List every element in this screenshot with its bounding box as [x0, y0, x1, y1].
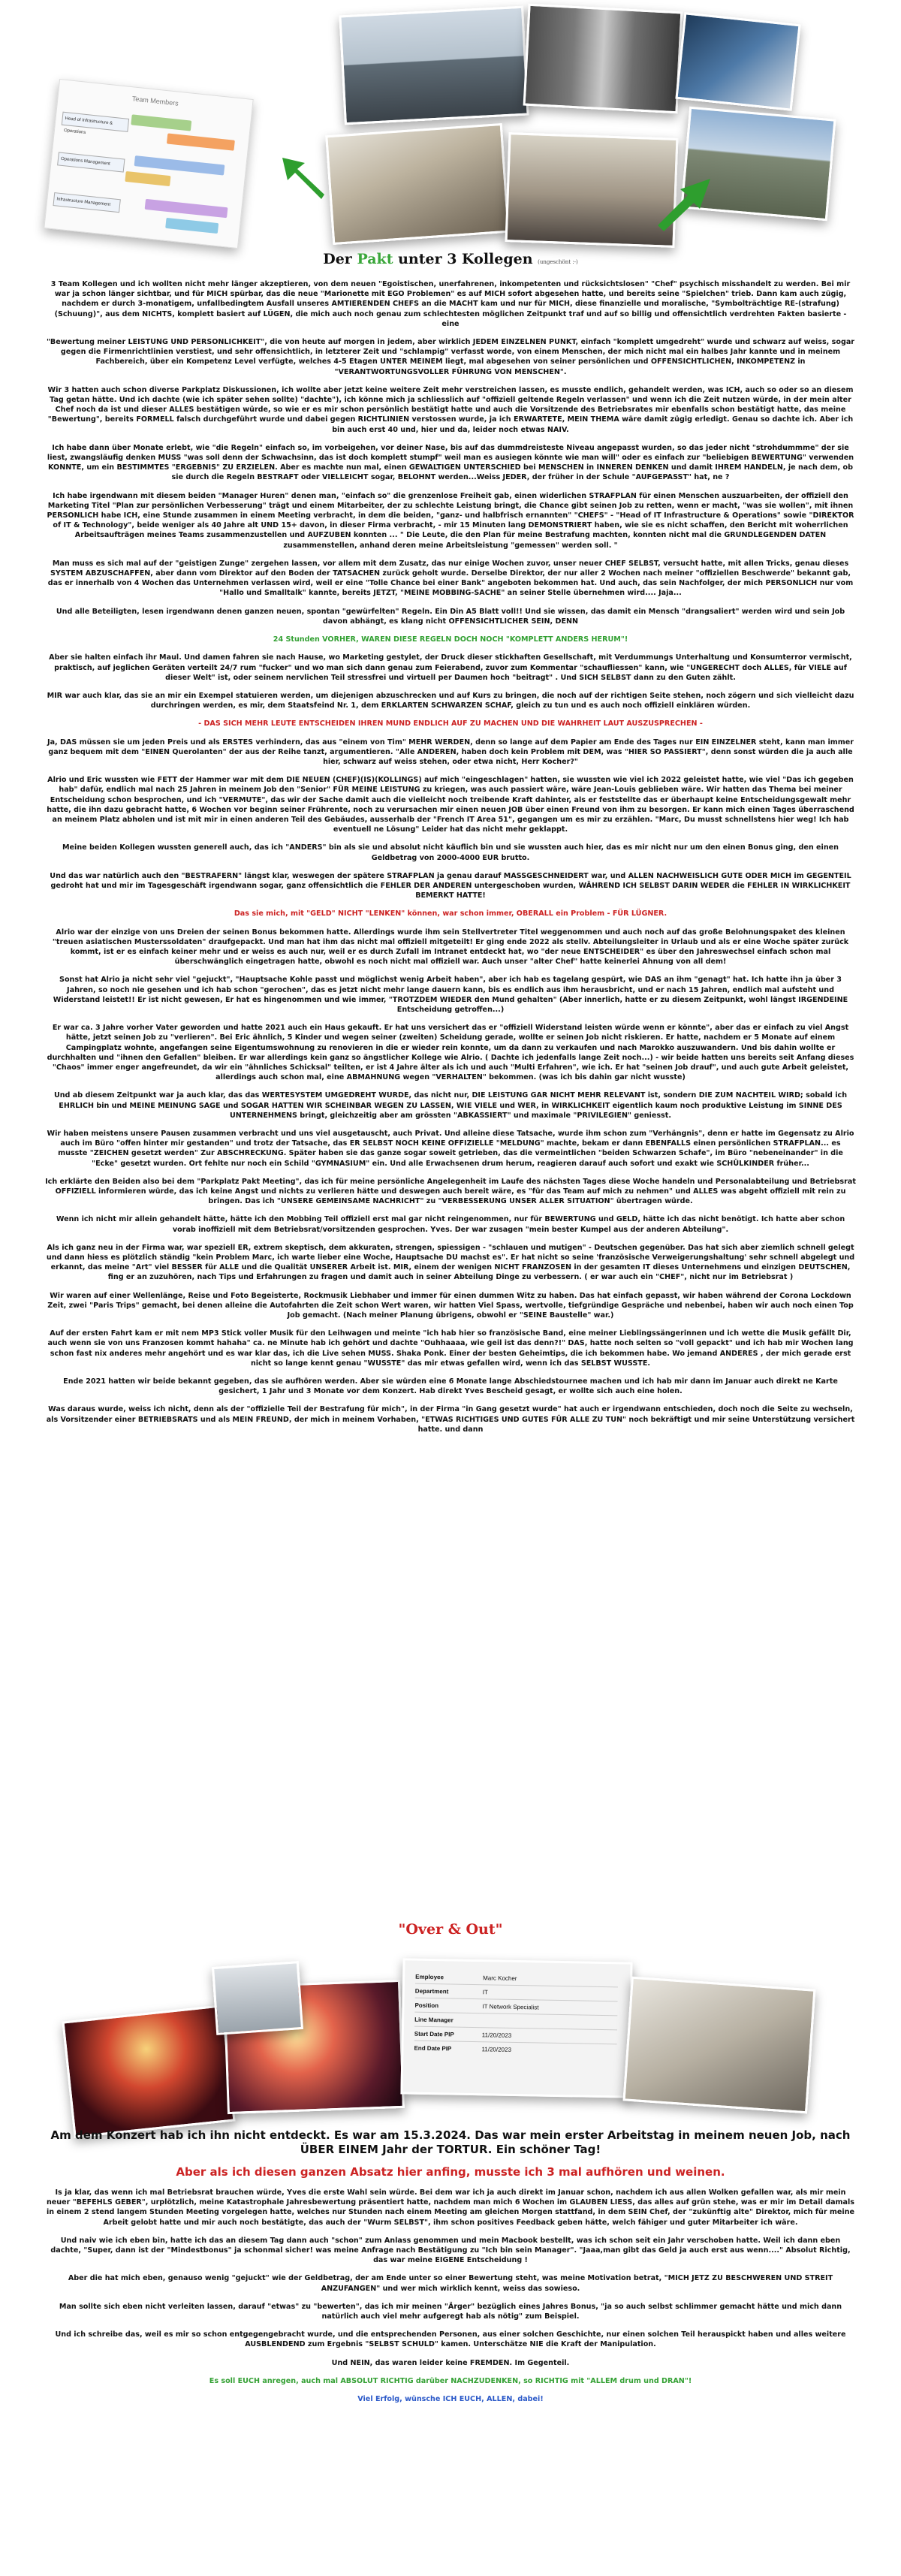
- gantt-bar: [167, 133, 235, 150]
- paragraph: Er war ca. 3 Jahre vorher Vater geworden und hatte 2021 auch ein Haus gekauft. Er hat uns versichert das er "offiziell Widerstand leisten würde wenn er könnte", aber das er einfach zu viel Angst hätte, jetzt seinen Job zu "verlieren". Bei Eric ähnlich, 5 Kinder und wegen seiner (zweiten) Scheidung gerade, wollte er seinen Job nicht riskieren. Er hatte, nachdem er 5 Monate auf einem Campingplatz wohnte, angefangen seine Eigentumswohnung zu renovieren in die er wieder rein konnte, um da dann zu verkaufen und nach Marokko auszuwandern. Und bis dahin wollte er durchhalten und "ihnen den Gefallen" bleiben. Er war allerdings kein ganz so ängstlicher Kollege wie Alrio. ( Dachte ich jedenfalls lange Zeit noch...) - wir beide hatten uns bereits seit Anfang dieses "Chaos" immer enger angefreundet, da wir ein "ähnliches Schicksal" teilten, er ist 4 Jahre älter als ich und auch "Multi Erfahren", wie ich. Er hat "seinen Job drauf", und auch gute Arbeit geleistet, allerdings auch schon mal, eine ABMAHNUNG wegen "VERHALTEN" bekommen. (was ich bis dahin gar nicht wusste): [47, 1024, 854, 1082]
- paragraph: Aber sie halten einfach ihr Maul. Und damen fahren sie nach Hause, wo Marketing gestylet, der Druck dieser stickhaften Gesellschaft, mit Verdummungs Unterhaltung und Konsumterror vermischt, praktisch, auf jeglichen Geräten verteilt 24/7 rum "fucker" und wo man sich dann genau zum Feierabend, zuvor zum Kommentar "schaufliessen" kann, wie "UNGERECHT doch ALLES, für VIELE auf dieser Welt" ist, oder seinem nervlichen Teil stressfrei und virtuell per Daumen hoch "beitragt" . Und SICH SELBST dann zu den Guten zählt.: [49, 653, 852, 682]
- office-corner-photo: [623, 1977, 816, 2114]
- paragraph: Als ich ganz neu in der Firma war, war speziell ER, extrem skeptisch, dem akkuraten, strengen, spiessigen - "schlauen und mutigen" - Deutschen gegenüber. Das hat sich aber ziemlich schnell gelegt und dann hiess es plötzlich ständig "kein Problem Marc, ich warte lieber eine Woche, Hauptsache DU machst es". Er hat nicht so seine 'französische Verweigerungshaltung' sehr schnell abgelegt und erkannt, das meine "Art" viel BESSER für ALLE und die Qualität UNSERER Arbeit ist. MIR, einem der wenigen NICHT FRANZOSEN in der gesamten IT dieses Unternehmens und einzigen DEUTSCHEN, fing er an zuzuhören, nach Tips und Erfahrungen zu fragen und damit auch in seiner Abteilung Dinge zu verbessern. ( er war auch ein "CHEF", nicht nur im Betriebsrat ): [46, 1243, 855, 1282]
- paragraph: Und ich schreibe das, weil es mir so schon entgegengebracht wurde, und die entsprechenden Personen, aus einer solchen Geschichte, nur einen solchen Teil herauspickt haben und alles weitere AUSBLENDEND zum Ergebnis "SELBST SCHULD" kamen. Unterschätze NIE die Kraft der Manipulation.: [55, 2330, 846, 2349]
- paragraph: Ich habe irgendwann mit diesem beiden "Manager Huren" denen man, "einfach so" die grenzenlose Freiheit gab, einen widerlichen STRAFPLAN für einen Menschen auszuarbeiten, der offiziell den Marketing Titel "Plan zur persönlichen Verbesserung" trägt und einem Mitarbeiter, der zu schlechte Leistung bringt, die Chance gibt seinen Job zu retten, wenn er macht, "was sie wollen", mit ihnen PERSONLICH habe ICH, eine Stunde zusammen in einem Meeting verbracht, in dem die beiden, "ganz- und halbfrisch ernannten" "CHEFS" - "Head of IT Infrastructure & Operations" sowie "DIREKTOR of IT & Technology", beide weniger als 40 Jahre alt UND 15+ davon, in dieser Firma verbracht, - mir 15 Minuten lang DEMONSTRIERT haben, wie sie es nicht schaffen, den Bericht mit woherrlichen Arbeitsaufträgen meines Teams zusammenzustellen und AUFZUBEN konnten ... " Die Leute, die den Plan für meine Bestrafung machten, konnten nicht mal die GRUNDLEGENDEN DATEN zusammenstellen, anhand deren meine Arbeitsleistung "gemessen" werden soll. ": [47, 491, 854, 550]
- form-value: 11/20/2023: [481, 2031, 512, 2039]
- paragraph: Aber die hat mich eben, genauso wenig "gejuckt" wie der Geldbetrag, der am Ende unter so einer Bewertung steht, was meine Motivation betrat, "MICH JETZ ZU BESCHWEREN UND STREIT ANZUFANGEN" und wer mich wirklich kennt, weiss das sowieso.: [68, 2274, 833, 2293]
- green-arrow-icon: [650, 173, 718, 233]
- closing-line: Viel Erfolg, wünsche ICH EUCH, ALLEN, dabei!: [357, 2395, 544, 2404]
- laptop-photo: [212, 1961, 303, 2035]
- paragraph: Man sollte sich eben nicht verleiten lassen, darauf "etwas" zu "bewerten", das ich mir meinen "Ärger" bezüglich eines Jahres Bonus, "ja so auch selbst schlimmer gemacht hätte und mich dann natürlich auch viel mehr aufgeregt hab als nötig" zum Beispiel.: [59, 2302, 842, 2321]
- paragraph: Sonst hat Alrio ja nicht sehr viel "gejuckt", "Hauptsache Kohle passt und möglichst wenig Arbeit haben", aber ich hab es tagelang gespürt, wie DAS an ihm "genagt" hat. Ich hatte ihn ja über 3 Jahren, so noch nie gesehen und ich hab schon "gerochen", das es jetzt nicht mehr lange dauern kann, bis es endlich aus ihm herausbricht, und er nach 15 Jahren, endlich mal aufsteht und Widerstand leistet!! Er ist nicht gewesen, Er hat es hingenommen und wie immer, "TROTZDEM WIEDER den Mund gehalten" (Aber innerlich, hatte er zu diesem Zeitpunkt, wohl längst IRGENDEINE Entscheidung getroffen...): [53, 976, 848, 1014]
- highlight-line: - DAS SICH MEHR LEUTE ENTSCHEIDEN IHREN MUND ENDLICH AUF ZU MACHEN UND DIE WAHRHEIT LAUT AUSZUSPRECHEN -: [198, 719, 703, 728]
- title-highlight: Pakt: [357, 251, 393, 267]
- paragraph: Wir haben meistens unsere Pausen zusammen verbracht und uns viel ausgetauscht, auch Privat. Und alleine diese Tatsache, wurde ihm schon zum "Verhängnis", denn er hatte im Gegensatz zu Alrio auch im Büro "offen hinter mir gestanden" und trotz der Tatsache, das ER SELBST NOCH KEINE OFFIZIELLE "MELDUNG" machte, bekam er dann EBENFALLS einen persönlichen STRAFPLAN... es musste "ZEICHEN gesetzt werden" Zur ABSCHRECKUNG. Später haben sie das ganze sogar soweit getrieben, das die vermeintlichen "beiden Schwarzen Schafe", im Büro "nebeneinander" in die "Ecke" gesetzt wurden. Ort fehlte nur noch ein Schild "GYMNASIUM" ein. Und alle Erwachsenen drum herum, reagieren darauf auch sofort und exakt wie SCHÜLKINDER früher...: [47, 1130, 854, 1168]
- paragraph: Und alle Beteiligten, lesen irgendwann denen ganzen neuen, spontan "gewürfelten" Regeln. Ein Din A5 Blatt voll!! Und sie wissen, das damit ein Mensch "drangsaliert" werden wird und sein Job davon abhängt, es klang nicht OFFENSICHTLICHER SEIN, DENN: [56, 607, 845, 626]
- form-label: Line Manager: [414, 2016, 454, 2024]
- gantt-bar: [165, 218, 218, 234]
- form-label: Position: [414, 2001, 439, 2009]
- story-body: [45, 279, 856, 1443]
- paragraph: Und ab diesem Zeitpunkt war ja auch klar, das das WERTESYSTEM UMGEDREHT WURDE, das nicht nur, DIE LEISTUNG GAR NICHT MEHR RELEVANT ist, sondern DIE ZUM NACHTEIL WIRD; sobald ich EHRLICH bin und MEINE MEINUNG SAGE und SOGAR HATTEN WIR SCHEINBAR WEGEN ZU LASSEN, WIE VIELE und WER, in WIRKLICHKEIT eigentlich kaum noch produktive Leistung im SINNE DES UNTERNEHMENS bringt, gleichzeitig aber am grössten "ABKASSIERT" und maximale "PRIVILEGIEN" geniesst.: [53, 1091, 848, 1120]
- org-chart-title: Team Members: [131, 95, 179, 107]
- org-row: Operations Management: [57, 152, 125, 172]
- green-arrow-icon: [276, 154, 329, 207]
- section-title: "Over & Out": [398, 1921, 503, 1938]
- org-row: Head of Infrastructure & Operations: [62, 112, 129, 132]
- paragraph: Alrio war der einzige von uns Dreien der seinen Bonus bekommen hatte. Allerdings wurde ihm sein Stellvertreter Titel weggenommen und auch noch auf das große Belohnungspaket des kleinen "treuen asiatischen Musterssoldaten" draufgepackt. Und man hat ihm das nicht mal offiziell mitgeteilt! Er ging ende 2022 als stellv. Abteilungsleiter in Urlaub und als er eine Woche später zurück kommt, ist er es einfach keiner mehr und er weiss es auch nur, weil er es durch Zufall im Intranet entdeckt hat, wo "der neue ENTSCHEIDER" es über den Jahreswechsel einfach schon mal überschwänglich eingetragen hatte, obwohl es noch nicht mal offiziell war. Auch unser "alter Chef" hatte keinerlei Ahnung von all dem!: [52, 928, 849, 967]
- form-value: IT: [482, 1988, 489, 1995]
- paragraph: Wenn ich nicht mir allein gehandelt hätte, hätte ich den Mobbing Teil offiziell erst mal gar nicht reingenommen, nur für BEWERTUNG und GELD, hätte ich das nicht benötigt. Ich hatte aber schon vorab inoffiziell mit dem Betriebsrat/vorsitzenden gesprochen. Yves. Der war zusagen "mein bester Kumpel aus der anderen Abteilung".: [56, 1215, 845, 1234]
- form-value: Marc Kocher: [483, 1974, 517, 1982]
- title-prefix: Der: [323, 251, 352, 267]
- form-value: IT Network Specialist: [482, 2002, 539, 2011]
- form-label: Department: [414, 1987, 449, 1995]
- page-title: [0, 251, 901, 267]
- paragraph: Wir waren auf einer Wellenlänge, Reise und Foto Begeisterte, Rockmusik Liebhaber und immer für einen dummen Witz zu haben. Das hat einfach gepasst, wir haben während der Corona Lockdown Zeit, zwei "Paris Trips" gemacht, bei denen alleine die Autofahrten die Zeit schon Wert waren, wir hatten Viel Spass, wertvolle, tiefgründige Gespräche und nebenbei, haben wir auch noch einen Top Job gemacht. (Nach meiner Planung übrigens, obwohl er "SEINE Baustelle" war.): [47, 1291, 854, 1320]
- form-value: 11/20/2023: [481, 2045, 512, 2053]
- concert-photo: [62, 2004, 235, 2138]
- paragraph: Auf der ersten Fahrt kam er mit nem MP3 Stick voller Musik für den Leihwagen und meinte "ich hab hier so französische Band, eine meiner Lieblingssängerinnen und ich wette die Musik gefällt Dir, auch wenn sie von uns Franzosen kommt hahaha" ca. ne Minute hab ich gehört und dachte "Ouhhaaaa, wie geil ist das denn?!" DAS, hatte noch selten so "voll gepackt" und ich hab mir Wochen lang schon fast nix anderes mehr angehört und es war klar das, ich die Live sehen MUSS. Shaka Ponk. Einer der besten Geheimtips, die ich bekommen habe. Wo jemand ANDERES , der mich gerade erst nicht so lange kennt genau "WUSSTE" das mir etwas gefallen wird, wenn ich das SELBST WUSSTE.: [47, 1329, 854, 1368]
- pip-form-screenshot: [400, 1958, 632, 2098]
- highlight-line: 24 Stunden VORHER, WAREN DIESE REGELN DOCH NOCH "KOMPLETT ANDERS HERUM"!: [273, 635, 628, 644]
- form-label: Employee: [415, 1973, 444, 1980]
- gantt-bar: [125, 171, 170, 186]
- gantt-bar: [134, 155, 225, 175]
- title-suffix: unter 3 Kollegen: [398, 251, 533, 267]
- paragraph: MIR war auch klar, das sie an mir ein Exempel statuieren werden, um diejenigen abzuschrecken und auf Kurs zu bringen, die noch auf der richtigen Seite stehen, noch zögern und sich vielleicht dazu durchringen werden, es mir, dem Staatsfeind Nr. 1, dem ERKLARTEN SCHWARZEN SCHAF, gleich zu tun und es auch noch offiziell einklären würden.: [47, 691, 854, 710]
- paragraph: Alrio und Eric wussten wie FETT der Hammer war mit dem DIE NEUEN (CHEF)(IS)(KOLLINGS) auf mich "eingeschlagen" hatten, sie wussten wie viel ich 2022 geleistet hatte, wie viel "Das ich gegeben hab" dafür, endlich mal nach 25 Jahren in meinem Job den "Senior" FÜR MEINE LEISTUNG zu kriegen, was auch passiert wäre, wäre Jean-Louis geblieben wäre. Wir hatten das Thema bei meiner Entscheidung schon besprochen, und ich "VERMUTE", das wir der Sache damit auch die vielleicht noch treibende Kraft dahinter, als er feststellte das er überhaupt keine Entscheidungsgewalt mehr hatte, die ihn dazu gebracht hatte, 6 Wochen vor beginn seiner Frührente, noch zu verursachen mir einen neuen JOB über einen Freund von ihm zu besorgen. Er kann mich einen Tages überraschend an meinem Platz abholen und ist mit mir in einen anderen Teil des Gebäudes, ausserhalb der "French IT Area 51", gegangen um es mir zu erzählen. "Marc, Du musst schnellstens hier weg! Ich hab eventuell ne Lösung" Leider hat das nicht mehr geklappt.: [47, 776, 854, 834]
- paragraph: "Bewertung meiner LEISTUNG UND PERSONLICHKEIT", die von heute auf morgen in jedem, aber wirklich JEDEM EINZELNEN PUNKT, einfach "komplett umgedreht" wurde und schwarz auf weiss, sogar gegen die Firmenrichtlinien verstiest, und sehr offensichtlich, in letzterer Zeit und "schlampig" verfasst worde, von einem Menschen, der mich nicht mal ein halbes Jahr kannte und in meinem Fachbereich, über ein Kompetenz Level verfügte, welches 4-5 Etagen UNTER MEINEM liegt, mal abgesehen von seiner persönlichen und OFFENSICHTLICHEN, INKOMPETENZ in "VERANTWORTUNGSVOLLER FÜHRUNG VON MENSCHEN".: [46, 338, 855, 376]
- org-chart-photo: [44, 79, 253, 249]
- paragraph: Und das war natürlich auch den "BESTRAFERN" längst klar, weswegen der spätere STRAFPLAN ja genau darauf MASSGESCHNEIDERT war, und ALLEN NACHWEISLICH GUTE ODER MICH im GEGENTEIL gedroht hat und mir im Tagesgeschäft irgendwann sogar, ganz offensichtlich die FEHLER DER ANDEREN untergeschoben wurden, WÄHREND ICH SELBST DARIN WEDER die FEHLER IN WIRKLICHKEIT BEMERKT HATTE!: [50, 871, 851, 900]
- story-body-after: [45, 2128, 856, 2412]
- paragraph: Es soll EUCH anregen, auch mal ABSOLUT RICHTIG darüber NACHZUDENKEN, so RICHTIG mit "ALLEM drum und DRAN"!: [209, 2376, 692, 2385]
- server-room-photo: [523, 4, 683, 114]
- paragraph: Und NEIN, das waren leider keine FREMDEN. Im Gegenteil.: [331, 2358, 570, 2367]
- paragraph: Ich erklärte den Beiden also bei dem "Parkplatz Pakt Meeting", das ich für meine persönliche Angelegenheit im Laufe des nächsten Tages diese Woche handeln und Personalabteilung und Betriebsrat OFFIZIELL informieren würde, das ich keine Angst und nichts zu verlieren hätte und deswegen auch bereit wäre, es "für das Team auf mich zu nehmen" und ALLES was abgeht offiziell mit rein zu bringen. Das ich "UNSERE GEMEINSAME NACHRICHT" zu "VERBESSERUNG UNSER ALLER SITUATION" übertragen würde.: [45, 1177, 856, 1206]
- paragraph: Ich habe dann über Monate erlebt, wie "die Regeln" einfach so, im vorbeigehen, vor deiner Nase, bis auf das dummdreisteste Niveau angepasst wurden, so das jeder nicht "strohdummme" der sie liest, zwangsläufig denken MUSS "was soll denn der Schwachsinn, das ist doch komplett stumpf" weil man es ausiegen könnte wie man will" oder es einfach zur "beliebigen BEWERTUNG" verwenden KONNTE, um ein BESTIMMTES "ERGEBNIS" ZU ERZIELEN. Aber es machte nun mal, einen GEWALTIGEN UNTERSCHIED bei MENSCHEN in INNEREN DENKEN und damit IHREM HANDELN, je nach dem, ob sie durch die Regeln BESTRAFT oder VIELLEICHT sogar, BELOHNT werden...Weiss JEDER, der früher in der Schule "AUFGEPASST" hat, ne ?: [47, 443, 854, 482]
- highlight-line: Das sie mich, mit "GELD" NICHT "LENKEN" können, war schon immer, OBERALL ein Problem - FÜR LÜGNER.: [234, 909, 667, 918]
- screen-photo: [675, 12, 800, 111]
- paragraph: Meine beiden Kollegen wussten generell auch, das ich "ANDERS" bin als sie und absolut nicht käuflich bin und sie wussten auch hier, das es mir nicht nur um den einen Bonus ging, den einen Geldbetrag von 2000-4000 EUR brutto.: [62, 843, 839, 862]
- paragraph: Und naiv wie ich eben bin, hatte ich das an diesem Tag dann auch "schon" zum Anlass genommen und mein Macbook bestellt, was ich schon seit ein Jahr verschoben hatte. Weil ich dann eben dachte, "Super, dann ist der "Mindestbonus" ja schonmal sicher! was meine Anfrage nach Bestätigung zu "Ich bin sein Manager". "Jaaa,man gibt das Geld ja auch erst aus wenn...." Absolut Richtig, das war meine EIGENE Entscheidung !: [50, 2236, 851, 2265]
- paragraph: Is ja klar, das wenn ich mal Betriebsrat brauchen würde, Yves die erste Wahl sein würde. Bei dem war ich ja auch direkt im Januar schon, nachdem ich aus allen Wolken gefallen war, als mir mein neuer "BEFEHLS GEBER", urplötzlich, meine Katastrophale Jahresbewertung präsentiert hatte, nachdem man mich 6 Wochen im GLAUBEN LIESS, das alles auf grün stehe, was er mir im Detail damals in einem 2 stend langem Stunden Meeting vorgelegen hatte, welches nur Stunden nach einem Meeting am gleichen Morgen stattfand, in dem SEIN Chef, der "zukünftig alte" Direktor, mich für meine Arbeit gelobt hatte und mir auch noch bestätigte, das auch der "Wurm SELBST", ihm schon positives Feedback geben hätte, welch fähiger und guter Mitarbeiter ich wäre.: [46, 2188, 855, 2227]
- form-label: End Date PIP: [414, 2044, 452, 2052]
- paragraph: Wir 3 hatten auch schon diverse Parkplatz Diskussionen, ich wollte aber jetzt keine weitere Zeit mehr verstreichen lassen, es musste endlich, gehandelt werden, was ICH, auch so oder so an diesem Tag getan hätte. Und ich dachte (wie ich später sehen sollte) "dachte"), ich könne mich ja schliesslich auf "offiziell geltende Regeln verlassen" und wenn ich die Zeit nutzen würde, in der mein alter Chef noch da ist und dieser ALLES bestätigen würde, so wie er es mir schon persönlich bestätigt hatte und auch die Vorsitzende des Betriebsrates mir ebenfalls schon bestätigt hatte, das meine "Bewertung", bereits FORMELL falsch durchgeführt wurde und dabei gegen RICHTLINIEN verstossen wurde, ja ich ERWARTETE, MEIN THEMA wäre damit zügig erledigt. Genau so dachte ich. Aber ich bin auch erst 40 und, hier und da, leider noch etwas NAIV.: [47, 385, 854, 434]
- gantt-bar: [145, 199, 228, 218]
- workplace-photo: [325, 123, 510, 245]
- highlight-line: Am dem Konzert hab ich ihn nicht entdeckt. Es war am 15.3.2024. Das war mein erster Arbeitstag in meinem neuen Job, nach ÜBER EINEM Jahr der TORTUR. Ein schöner Tag!: [50, 2128, 851, 2156]
- title-tag: (ungeschönt :-): [538, 259, 578, 265]
- paragraph: Ja, DAS müssen sie um jeden Preis und als ERSTES verhindern, das aus "einem von Tim" MEHR WERDEN, denn so lange auf dem Papier am Ende des Tages nur EIN EINZELNER steht, kann man immer ganz bequem mit dem "EINEN Querolanten" der aus der Reihe tanzt, argumentieren. "Alle ANDEREN, haben doch kein Problem mit DEM, was "HIER SO PASSIERT", denn sonst würden die ja auch alle hier, schwarz auf weiss stehen, oder etwa nicht, Herr Kocher?": [47, 738, 854, 766]
- paragraph: Ende 2021 hatten wir beide bekannt gegeben, das sie aufhören werden. Aber sie würden eine 6 Monate lange Abschiedstournee machen und ich hab mir dann im Januar auch direkt ne Karte gesichert, 1 Jahr und 3 Monate vor dem Konzert. Hab direkt Yves Bescheid gesagt, er wollte sich auch eine holen.: [63, 1377, 838, 1396]
- form-label: Start Date PIP: [414, 2030, 454, 2038]
- org-row: Infrastructure Management: [53, 192, 120, 213]
- paragraph: 3 Team Kollegen und ich wollten nicht mehr länger akzeptieren, von dem neuen "Egoistischen, unerfahrenen, inkompetenten und rücksichtslosen" "Chef" psychisch misshandelt zu werden. Bei mir war ja schon länger sichtbar, und für MICH spürbar, das die neue "Marionette mit EGO Problemen" es auf MICH sofort abgesehen hatte, und bereits seine "Spielchen" trieb. Dann kam auch zügig, nachdem er durch 3-monatigem, unfallbedingtem Ausfall unseres AMTIERENDEN CHEFS an die MACHT kam und nur für MICH, diese finanzielle und moralische, "Symbolträchtige RE-(strafung) (Schuung)", aus dem NICHTS, komplett basiert auf LÜGEN, die mich auch noch genau zum schlechtesten möglichen Zeitpunkt traf und auf so billig und offensichtlich verdrehten Fakten basierte - eine: [50, 280, 851, 328]
- office-window-photo: [339, 6, 529, 125]
- highlight-line: Aber als ich diesen ganzen Absatz hier anfing, musste ich 3 mal aufhören und weinen.: [176, 2165, 725, 2179]
- paragraph: Man muss es sich mal auf der "geistigen Zunge" zergehen lassen, vor allem mit dem Zusatz, das nur einige Wochen zuvor, unser neuer CHEF SELBST, versucht hatte, mit allen Tricks, genau dieses SYSTEM ABZUSCHAFFEN, aber dann vom Direktor auf den Boden der TATSACHEN zurück geholt wurde. Derselbe Direktor, der nur aller 2 Wochen nach meiner "offiziellen Beschwerde" bekannt gab, das er innerhalb von 4 Wochen das Unternehmen verlassen wird, weil er eine "Tolle Chance bei einer Bank" angeboten bekommen hat. Und auch, das sein Nachfolger, der mich PERSONLICH nur vom "Hallo und Smalltalk" kannte, bereits JETZT, "MEINE MOBBING-SACHE" an seiner Stelle übernehmen wird.... Jaja...: [47, 559, 854, 598]
- gantt-bar: [131, 114, 191, 131]
- paragraph: Was daraus wurde, weiss ich nicht, denn als der "offizielle Teil der Bestrafung für mich", in der Firma "in Gang gesetzt wurde" hat auch er irgendwann entschieden, doch noch die Seite zu wechseln, als Vorsitzender einer BETRIEBSRATS und als MEIN FREUND, der mich in meinem Vorhaben, "ETWAS RICHTIGES UND GUTES FÜR ALLE ZU TUN" noch bekräftigt und mir seine Unterstützung versichert hatte. und dann: [46, 1405, 855, 1434]
